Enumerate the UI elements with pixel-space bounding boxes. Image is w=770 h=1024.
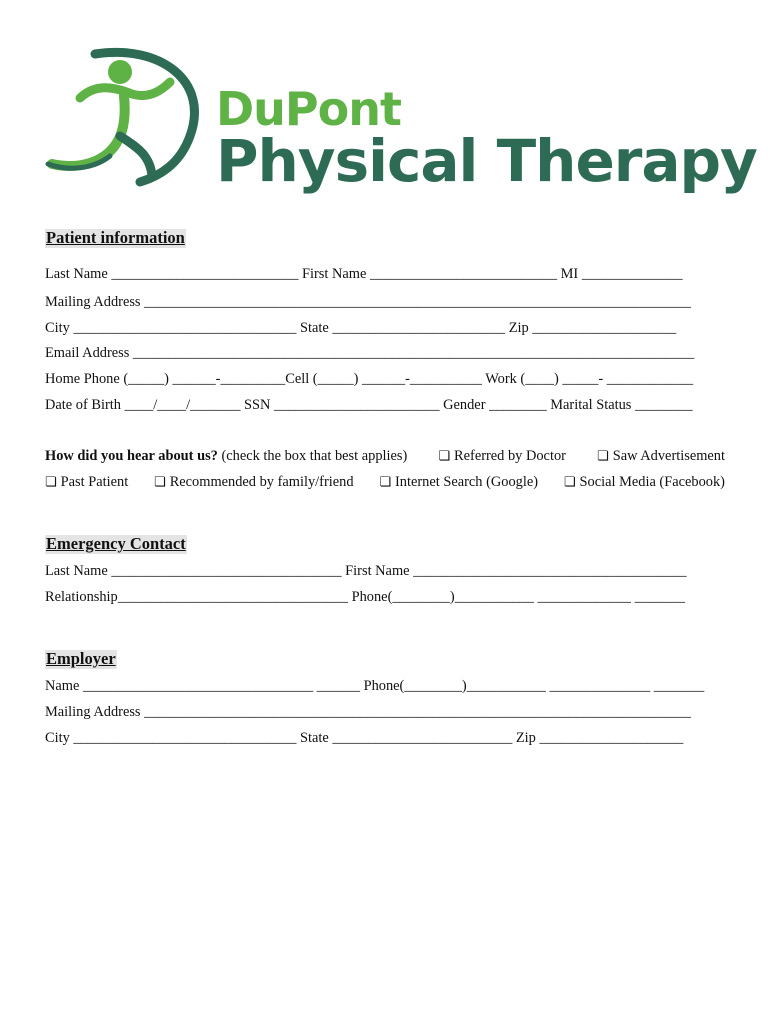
checkbox-icon[interactable]: ❏ — [438, 449, 451, 464]
option-referred-by-doctor[interactable]: ❏ Referred by Doctor — [438, 448, 566, 464]
employer-name-phone-line[interactable]: Name ________________________________ ______ Phone(________)___________ ______________ _______ — [45, 678, 705, 694]
runner-icon — [40, 36, 220, 196]
option-social-media[interactable]: ❏ Social Media (Facebook) — [563, 474, 725, 490]
employer-section-title: Employer — [46, 649, 116, 668]
patient-name-line[interactable]: Last Name __________________________ First Name __________________________ MI ______________ — [45, 266, 683, 282]
dupont-logo — [40, 36, 757, 196]
checkbox-icon[interactable]: ❏ — [154, 475, 166, 490]
referral-options-row — [45, 474, 725, 491]
patient-city-state-zip-line[interactable]: City _______________________________ State ________________________ Zip ____________________ — [45, 320, 677, 336]
emergency-name-line[interactable]: Last Name ________________________________ First Name ______________________________________ — [45, 563, 687, 579]
patient-phone-line[interactable]: Home Phone (_____) ______-_________Cell (_____) ______-__________ Work (____) _____- ____________ — [45, 371, 694, 387]
checkbox-icon[interactable]: ❏ — [45, 475, 57, 490]
checkbox-icon[interactable]: ❏ — [597, 449, 609, 464]
patient-section-title: Patient information — [46, 228, 185, 247]
referral-question-row — [45, 448, 725, 465]
patient-email-line[interactable]: Email Address ______________________________________________________________________________ — [45, 345, 695, 361]
referral-question: How did you hear about us? (check the box that best applies) — [45, 448, 408, 464]
checkbox-icon[interactable]: ❏ — [379, 475, 391, 490]
option-saw-advertisement[interactable]: ❏ Saw Advertisement — [597, 448, 725, 464]
checkbox-icon[interactable]: ❏ — [563, 475, 576, 490]
emergency-section-title: Emergency Contact — [46, 534, 186, 553]
option-recommended-family-friend[interactable]: ❏ Recommended by family/friend — [154, 474, 354, 490]
emergency-relationship-phone-line[interactable]: Relationship________________________________ Phone(________)___________ _____________ _______ — [45, 589, 685, 605]
employer-mailing-address-line[interactable]: Mailing Address ____________________________________________________________________________ — [45, 704, 691, 720]
logo-name: DuPont — [216, 82, 401, 136]
employer-city-state-zip-line[interactable]: City _______________________________ State _________________________ Zip ____________________ — [45, 730, 684, 746]
option-past-patient[interactable]: ❏ Past Patient — [45, 474, 129, 490]
logo-subtitle: Physical Therapy — [216, 127, 757, 195]
patient-mailing-address-line[interactable]: Mailing Address ____________________________________________________________________________ — [45, 294, 691, 310]
patient-dob-ssn-line[interactable]: Date of Birth ____/____/_______ SSN _______________________ Gender ________ Marital Status ________ — [45, 397, 693, 413]
option-internet-search[interactable]: ❏ Internet Search (Google) — [379, 474, 539, 490]
